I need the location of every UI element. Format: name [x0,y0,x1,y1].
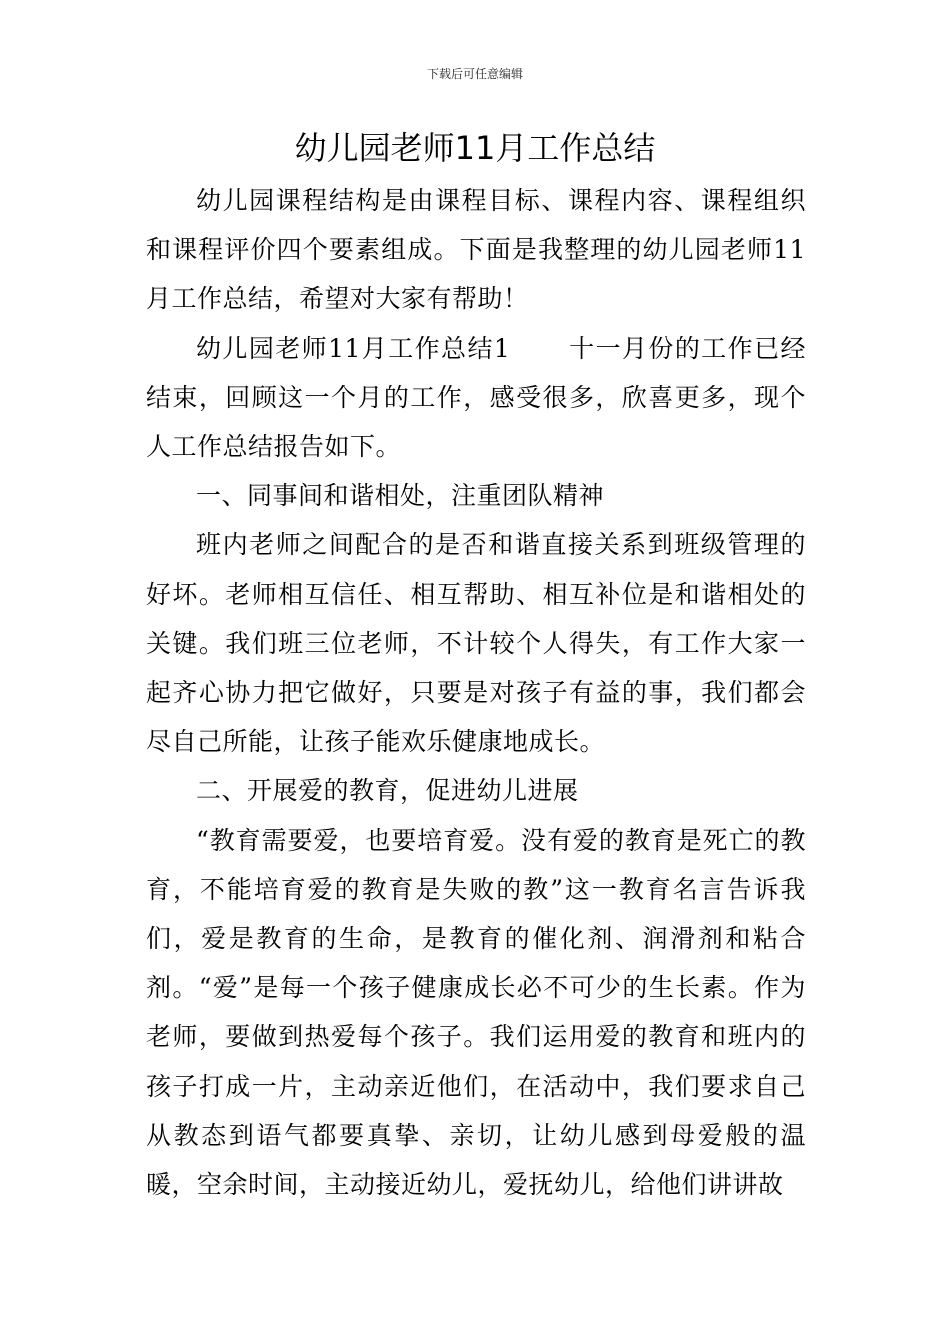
point-2-heading: 二、开展爱的教育，促进幼儿进展 [196,776,579,806]
section-1-paragraph [146,324,806,472]
document-title: 幼儿园老师11月工作总结 [294,129,656,167]
point-1-paragraph: 班内老师之间配合的是否和谐直接关系到班级管理的好坏。老师相互信任、相互帮助、相互补位是和谐相处的关键。我们班三位老师，不计较个人得失，有工作大家一起齐心协力把它做好，只要是对孩子有益的事，我们都会尽自己所能，让孩子能欢乐健康地成长。 [146,530,806,757]
intro-paragraph: 幼儿园课程结构是由课程目标、课程内容、课程组织和课程评价四个要素组成。下面是我整理的幼儿园老师11月工作总结，希望对大家有帮助！ [146,186,806,314]
header-note: 下载后可任意编辑 [426,67,523,81]
section-1-lead: 十一月份的工作已经结束，回顾这一个月的工作，感受很多，欣喜更多，现个人工作总结报告如下。 [146,333,806,462]
point-1-heading: 一、同事间和谐相处，注重团队精神 [196,481,605,511]
document-body [146,176,806,1209]
section-1-heading: 幼儿园老师11月工作总结1 [196,333,511,363]
point-2-paragraph: “教育需要爱，也要培育爱。没有爱的教育是死亡的教育，不能培育爱的教育是失败的教”这一教育名言告诉我们，爱是教育的生命，是教育的催化剂、润滑剂和粘合剂。“爱”是每一个孩子健康成长必不可少的生长素。作为老师，要做到热爱每个孩子。我们运用爱的教育和班内的孩子打成一片，主动亲近他们，在活动中，我们要求自己从教态到语气都要真挚、亲切，让幼儿感到母爱般的温暖，空余时间，主动接近幼儿，爱抚幼儿，给他们讲讲故 [146,825,806,1200]
